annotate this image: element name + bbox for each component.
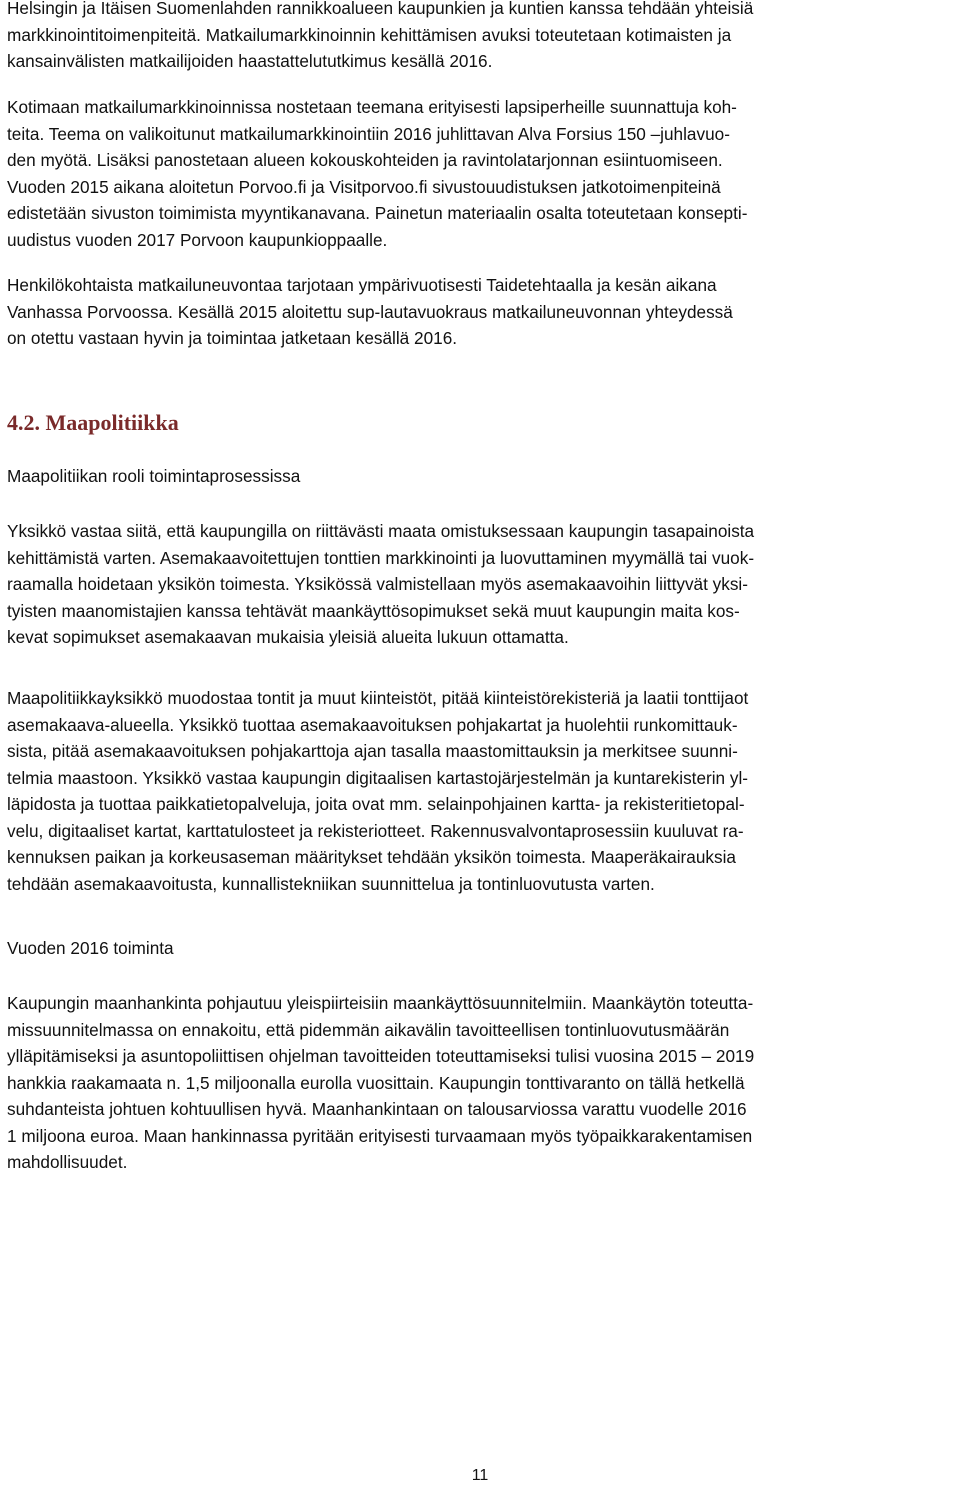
- subheading-2016: Vuoden 2016 toiminta: [7, 938, 174, 958]
- paragraph-tourism-cooperation: Helsingin ja Itäisen Suomenlahden rannikkoalueen kaupunkien ja kuntien kanssa tehdään yhteisiä markkinointitoimenpiteitä. Matkailumarkkinoinnin kehittämisen avuksi toteutetaan kotimaisten ja kansainvälisten matkailijoiden haastattelututkimus kesällä 2016.: [7, 0, 754, 71]
- paragraph-land-policy-unit: Maapolitiikkayksikkö muodostaa tontit ja muut kiinteistöt, pitää kiinteistörekisteriä ja laatii tonttijaot asemakaava-alueella. Yksikkö tuottaa asemakaavoituksen pohjakartat ja huolehtii runkomittauk- sista, pitää asemakaavoituksen pohjakarttoja ajan tasalla maastomittauksin ja merkitsee suunni- telmia maastoon. Yksikkö vastaa kaupungin digitaalisen kartastojärjestelmän ja kuntarekisterin yl- läpidosta ja tuottaa paikkatietopalveluja, joita ovat mm. selainpohjainen kartta- ja rekisteritietopal- velu, digitaaliset kartat, karttatulosteet ja rekisteriotteet. Rakennusvalvontaprosessiin kuuluvat ra- kennuksen paikan ja korkeusaseman määritykset tehdään yksikön toimesta. Maaperäkairauksia tehdään asemakaavoitusta, kunnallistekniikan suunnittelua ja tontinluovutusta varten.: [7, 688, 749, 894]
- paragraph-domestic-marketing: Kotimaan matkailumarkkinoinnissa nostetaan teemana erityisesti lapsiperheille suunnattuja koh- teita. Teema on valikoitunut matkailumarkkinointiin 2016 juhlittavan Alva Forsius 150 –juhlavuo- den myötä. Lisäksi panostetaan alueen kokouskohteiden ja ravintolatarjonnan esiintuomiseen. Vuoden 2015 aikana aloitetun Porvoo.fi ja Visitporvoo.fi sivustouudistuksen jatkotoimenpiteinä edistetään sivuston toimimista myyntikanavana. Painetun materiaalin osalta toteutetaan konsepti- uudistus vuoden 2017 Porvoon kaupunkioppaalle.: [7, 97, 748, 250]
- page-number: 11: [471, 1467, 489, 1484]
- paragraph-land-acquisition: Kaupungin maanhankinta pohjautuu yleispiirteisiin maankäyttösuunnitelmiin. Maankäytön toteutta- missuunnitelmassa on ennakoitu, että pidemmän aikavälin tavoitteellisen tontinluovutusmäärän ylläpitämiseksi ja asuntopoliittisen ohjelman tavoitteiden toteuttamiseksi tulisi vuosina 2015 – 2019 hankkia raakamaata n. 1,5 miljoonalla eurolla vuosittain. Kaupungin tonttivaranto on tällä hetkellä suhdanteista johtuen kohtuullisen hyvä. Maanhankintaan on talousarviossa varattu vuodelle 2016 1 miljoona euroa. Maan hankinnassa pyritään erityisesti turvaamaan myös työpaikkarakentamisen mahdollisuudet.: [7, 993, 755, 1172]
- paragraph-tourist-information: Henkilökohtaista matkailuneuvontaa tarjotaan ympärivuotisesti Taidetehtaalla ja kesän aikana Vanhassa Porvoossa. Kesällä 2015 aloitettu sup-lautavuokraus matkailuneuvonnan yhteydessä on otettu vastaan hyvin ja toimintaa jatketaan kesällä 2016.: [7, 275, 733, 348]
- section-heading: 4.2. Maapolitiikka: [7, 410, 179, 435]
- paragraph-unit-responsibility: Yksikkö vastaa siitä, että kaupungilla on riittävästi maata omistuksessaan kaupungin tasapainoista kehittämistä varten. Asemakaavoitettujen tonttien markkinointi ja luovuttaminen myymällä tai vuok- raamalla hoidetaan yksikön toimesta. Yksikössä valmistellaan myös asemakaavoihin liittyvät yksi- tyisten maanomistajien kanssa tehtävät maankäyttösopimukset sekä muut kaupungin maita kos- kevat sopimukset asemakaavan mukaisia yleisiä alueita lukuun ottamatta.: [7, 521, 755, 647]
- subheading-role: Maapolitiikan rooli toimintaprosessissa: [7, 466, 301, 486]
